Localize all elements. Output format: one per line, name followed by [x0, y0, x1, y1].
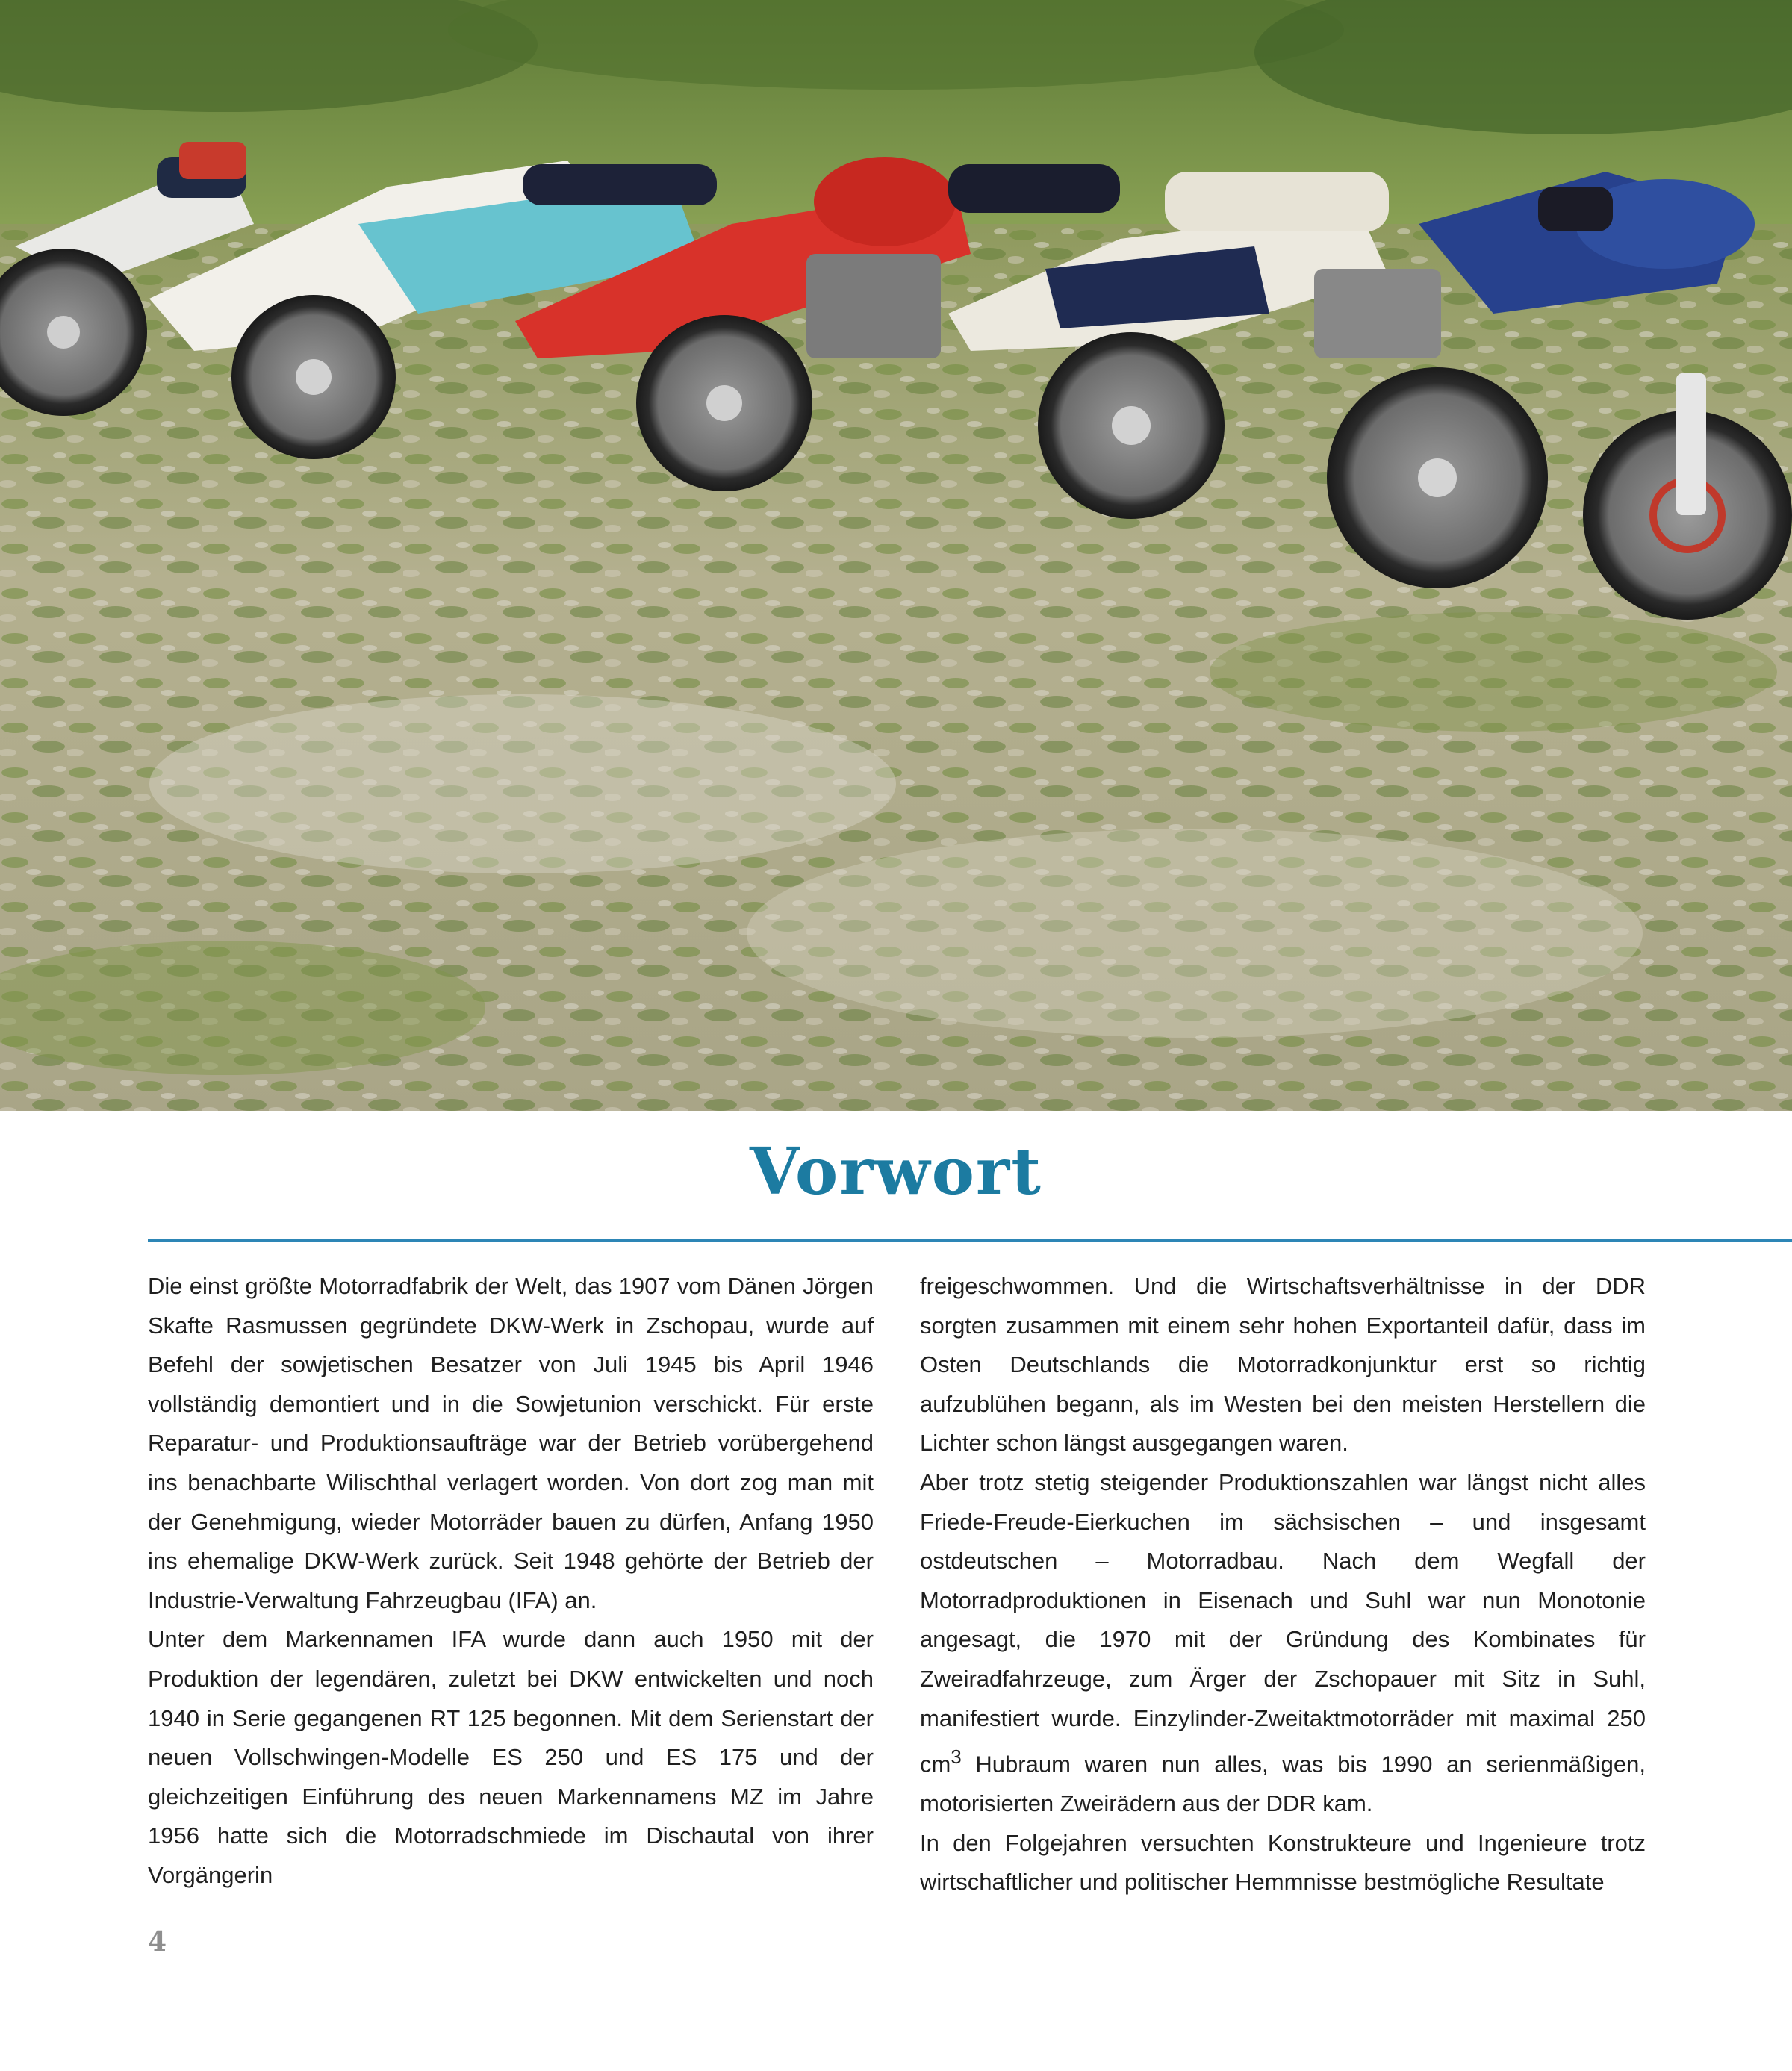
page-number: 4 — [148, 1926, 167, 1958]
paragraph-with-superscript — [920, 1463, 1646, 1824]
text-column-left — [148, 1267, 874, 1896]
paragraph: freigeschwommen. Und die Wirtschaftsverhältnisse in der DDR sorgten zusammen mit einem sehr hohen Exportanteil dafür, dass im Osten Deutschlands die Motorradkonjunktur erst so richtig aufzublühen begann, als im Westen bei den meisten Herstellern die Lichter schon längst ausgegangen waren. — [920, 1273, 1646, 1457]
title-divider — [148, 1239, 1792, 1242]
text-column-right — [920, 1267, 1646, 1902]
paragraph-text: Aber trotz stetig steigender Produktionszahlen war längst nicht alles Friede-Freude-Eierkuchen im sächsischen – und insgesamt ostdeutschen – Motorradbau. Nach dem Wegfall der Motorradproduktionen in Eisenach und Suhl war nun Monotonie angesagt, die 1970 mit der Gründung des Kombinates für Zweiradfahrzeuge, zum Ärger der Zschopauer mit Sitz in Suhl, manifestiert wurde. Einzylinder-Zweitaktmotorräder mit maximal 250 cm — [920, 1469, 1646, 1778]
superscript: 3 — [951, 1747, 962, 1769]
paragraph: Unter dem Markennamen IFA wurde dann auch 1950 mit der Produktion der legendären, zuletzt bei DKW entwickelten und noch 1940 in Serie gegangenen RT 125 begonnen. Mit dem Serienstart der neuen Vollschwingen-Modelle ES 250 und ES 175 und der gleichzeitigen Einführung des neuen Markennamens MZ im Jahre 1956 hatte sich die Motorradschmiede im Dischautal von ihrer Vorgängerin — [148, 1626, 874, 1888]
paragraph: In den Folgejahren versuchten Konstrukteure und Ingenieure trotz wirtschaftlicher und politischer Hemmnisse bestmögliche Resultate — [920, 1829, 1646, 1896]
paragraph: Die einst größte Motorradfabrik der Welt, das 1907 vom Dänen Jörgen Skafte Rasmussen gegründete DKW-Werk in Zschopau, wurde auf Befehl der sowjetischen Besatzer von Juli 1945 bis April 1946 vollständig demontiert und in die Sowjetunion verschickt. Für erste Reparatur- und Produktionsaufträge war der Betrieb vorübergehend ins benachbarte Wilischthal verlagert worden. Von dort zog man mit der Genehmigung, wieder Motorräder bauen zu dürfen, Anfang 1950 ins ehemalige DKW-Werk zurück. Seit 1948 gehörte der Betrieb der Industrie-Verwaltung Fahrzeugbau (IFA) an. — [148, 1273, 874, 1613]
page-title: Vorwort — [750, 1134, 1042, 1209]
paragraph-text: Hubraum waren nun alles, was bis 1990 an serienmäßigen, motorisierten Zweirädern aus der DDR kam. — [920, 1751, 1646, 1817]
